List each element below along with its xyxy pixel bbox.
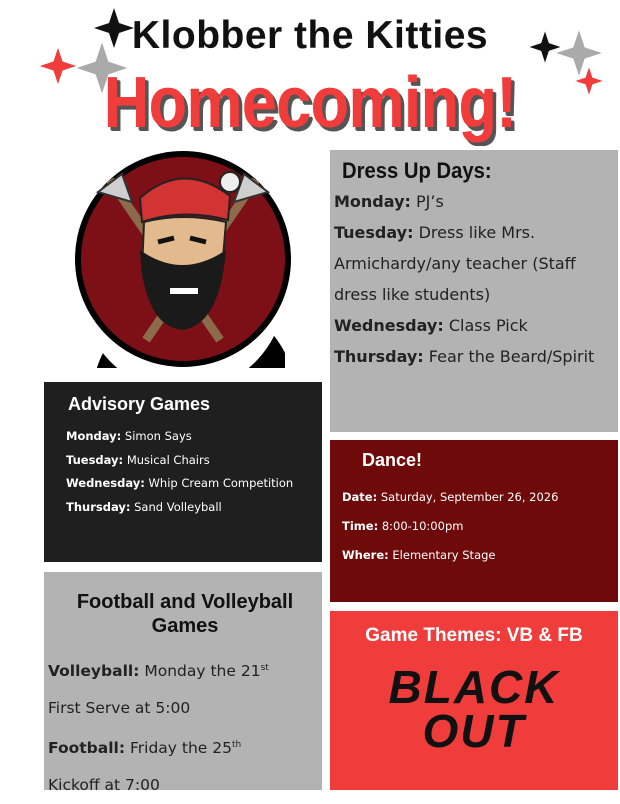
volleyball-row (48, 650, 322, 690)
theme-line-2: OUT (422, 705, 526, 757)
football-label: Football: (48, 739, 126, 758)
day-text: Dress like Mrs. Armichardy/any teacher (Staff dress like students) (334, 223, 576, 304)
list-item (66, 425, 322, 449)
blackout-theme (330, 661, 618, 757)
dance-heading: Dance! (362, 450, 423, 470)
day-label: Tuesday: (334, 223, 414, 242)
day-text: Class Pick (448, 316, 528, 335)
dance-panel (330, 440, 618, 602)
dance-date (342, 483, 618, 512)
day-label: Wednesday: (334, 316, 444, 335)
day-text: Sand Volleyball (134, 499, 222, 514)
day-label: Wednesday: (66, 476, 145, 490)
kickoff: Kickoff at 7:00 (48, 776, 160, 795)
dance-time (342, 512, 618, 541)
day-label: Monday: (66, 429, 122, 443)
football-row (48, 727, 322, 767)
advisory-heading: Advisory Games (68, 394, 211, 414)
day-label: Monday: (334, 192, 411, 211)
dress-up-days-panel (330, 150, 618, 432)
day-text: PJ’s (415, 192, 444, 211)
day-text: Simon Says (124, 429, 192, 443)
date-label: Date: (342, 490, 378, 504)
football-suffix: th (231, 740, 242, 751)
games-panel (44, 572, 322, 795)
headline: Homecoming! (103, 63, 517, 143)
day-label: Tuesday: (66, 452, 124, 467)
list-item (66, 496, 322, 520)
list-item (334, 217, 618, 310)
themes-heading: Game Themes: VB & FB (365, 625, 583, 646)
volleyball-suffix: st (260, 663, 269, 673)
where-value: Elementary Stage (392, 548, 496, 562)
game-themes-panel (330, 611, 618, 790)
day-label: Thursday: (334, 347, 424, 366)
volleyball-label: Volleyball: (48, 662, 140, 681)
list-item (334, 341, 618, 372)
time-value: 8:00-10:00pm (381, 519, 464, 533)
volleyball-value: Monday the 21 (144, 662, 261, 681)
list-item (334, 186, 618, 217)
list-item (66, 472, 322, 496)
day-text: Whip Cream Competition (148, 476, 294, 490)
football-value: Friday the 25 (129, 739, 232, 758)
date-value: Saturday, September 26, 2026 (380, 490, 559, 504)
dance-location (342, 541, 618, 570)
first-serve: First Serve at 5:00 (48, 699, 191, 718)
flyer-title: Klobber the Kitties (131, 14, 489, 57)
day-label: Thursday: (66, 499, 131, 514)
list-item (66, 449, 322, 473)
day-text: Fear the Beard/Spirit (428, 347, 595, 366)
mascot-logo (70, 150, 296, 368)
time-label: Time: (342, 519, 379, 533)
theme-line-1: BLACK (388, 661, 560, 713)
where-label: Where: (342, 548, 389, 562)
advisory-games-panel (44, 382, 322, 562)
games-heading: Football and Volleyball Games (76, 591, 294, 637)
list-item (334, 310, 618, 341)
day-text: Musical Chairs (126, 452, 210, 467)
dress-up-heading: Dress Up Days: (342, 158, 492, 183)
